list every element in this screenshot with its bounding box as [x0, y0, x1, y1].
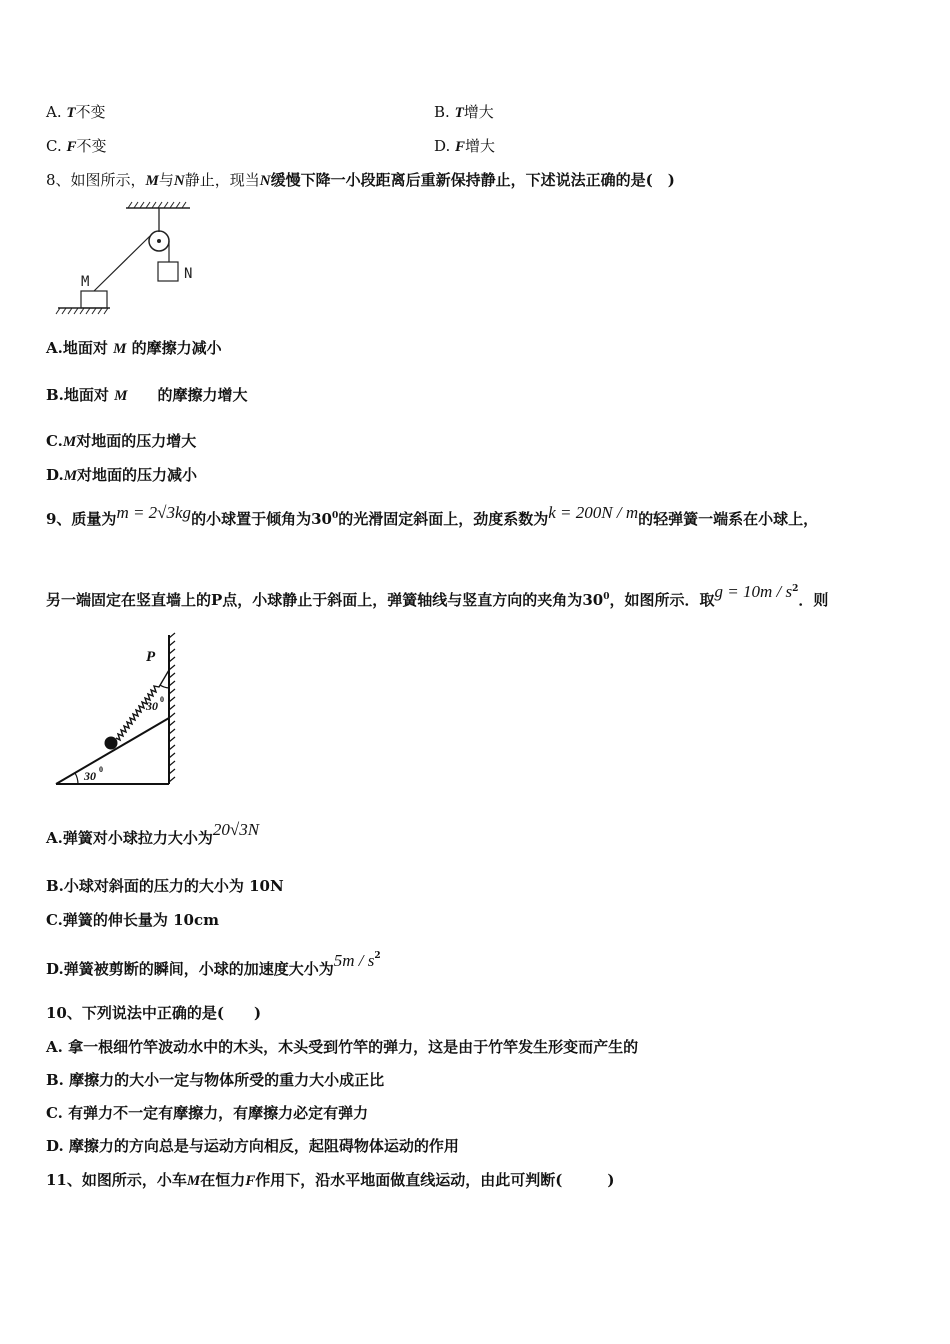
q10-option-a: A. 拿一根细竹竿波动水中的木头，木头受到竹竿的弹力，这是由于竹竿发生形变而产生的 — [46, 1038, 639, 1056]
fig-label-m: M — [81, 274, 90, 290]
q11-stem: 11、如图所示，小车M在恒力F作用下，沿水平地面做直线运动，由此可判断( ) — [46, 1171, 615, 1189]
prev-option-d: D. F增大 — [434, 137, 496, 155]
fig-point-p: P — [146, 649, 156, 665]
q8-option-c: C.M对地面的压力增大 — [46, 432, 197, 450]
q9-incline-spring-figure — [50, 630, 185, 790]
fig-angle-top: 30 — [146, 699, 158, 713]
fig-angle-bottom: 30 — [84, 769, 96, 783]
q8-option-a: A.地面对 M 的摩擦力减小 — [46, 339, 222, 357]
q9-stem-line2: 另一端固定在竖直墙上的P点，小球静止于斜面上，弹簧轴线与竖直方向的夹角为$30^0$，如图所示．取$g = 10m / s^2$．则 — [46, 582, 829, 609]
q9-option-d: D.弹簧被剪断的瞬间，小球的加速度大小为$5m / s^2$ — [46, 951, 381, 978]
svg-text:0: 0 — [160, 695, 164, 704]
mass-formula: m = 2√3kg — [116, 503, 192, 522]
q10-option-c: C. 有弹力不一定有摩擦力，有摩擦力必定有弹力 — [46, 1104, 369, 1122]
q8-stem: 8、如图所示，M与N静止，现当N缓慢下降一小段距离后重新保持静止，下述说法正确的是( ) — [46, 171, 675, 189]
fig-label-n: N — [184, 266, 193, 282]
q9-option-b: B.小球对斜面的压力的大小为 10N — [46, 877, 284, 895]
q8-option-d: D.M对地面的压力减小 — [46, 466, 198, 484]
spring-constant-formula: k = 200N / m — [548, 503, 639, 522]
svg-text:0: 0 — [99, 765, 103, 774]
gravity-formula: g = 10m / s — [714, 582, 793, 601]
q9-option-a: A.弹簧对小球拉力大小为20√3N — [46, 820, 260, 847]
q10-option-d: D. 摩擦力的方向总是与运动方向相反，起阻碍物体运动的作用 — [46, 1137, 459, 1155]
q10-stem: 10、下列说法中正确的是( ) — [46, 1004, 262, 1022]
prev-option-c: C. F不变 — [46, 137, 107, 155]
prev-option-b: B. T增大 — [434, 103, 494, 121]
q9-stem-line1: 9、质量为m = 2√3kg的小球置于倾角为$30^0$的光滑固定斜面上，劲度系数为k = 200N / m的轻弹簧一端系在小球上， — [46, 503, 819, 528]
q8-option-b: B.地面对 M 的摩擦力增大 — [46, 386, 248, 404]
q10-option-b: B. 摩擦力的大小一定与物体所受的重力大小成正比 — [46, 1071, 385, 1089]
prev-option-a: A. T不变 — [46, 103, 106, 121]
q9-option-c: C.弹簧的伸长量为 10cm — [46, 911, 219, 929]
q8-pulley-figure — [50, 198, 210, 322]
